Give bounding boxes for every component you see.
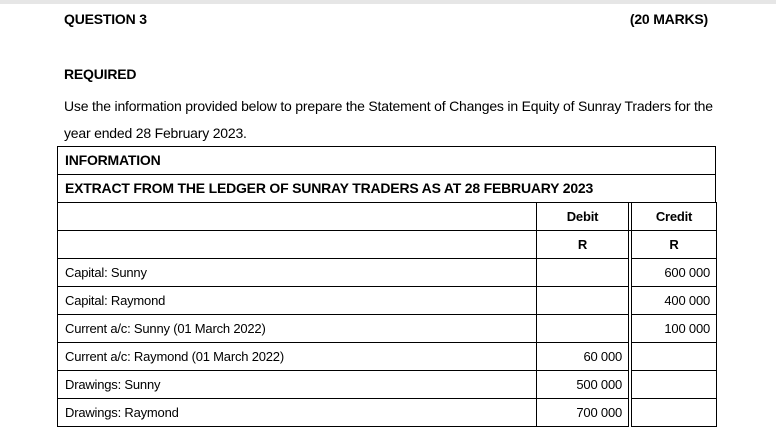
credit-amount — [632, 371, 717, 399]
table-row — [58, 343, 717, 371]
account-unit-cell — [58, 231, 537, 259]
ledger-header-row — [58, 203, 717, 231]
information-box — [57, 146, 716, 203]
question-marks: (20 MARKS) — [629, 11, 708, 27]
debit-unit: R — [537, 231, 629, 259]
required-heading: REQUIRED — [64, 66, 137, 82]
credit-amount: 100 000 — [632, 315, 717, 343]
debit-amount: 500 000 — [537, 371, 629, 399]
credit-amount — [632, 399, 717, 427]
table-row — [58, 259, 717, 287]
credit-amount: 600 000 — [632, 259, 717, 287]
table-row — [58, 399, 717, 427]
account-header-cell — [58, 203, 537, 231]
table-row — [58, 315, 717, 343]
account-name: Capital: Raymond — [58, 287, 537, 315]
debit-amount — [537, 259, 629, 287]
account-name: Capital: Sunny — [58, 259, 537, 287]
account-name: Current a/c: Sunny (01 March 2022) — [58, 315, 537, 343]
credit-amount — [632, 343, 717, 371]
credit-header: Credit — [632, 203, 717, 231]
question-title: QUESTION 3 — [64, 11, 147, 27]
account-name: Drawings: Sunny — [58, 371, 537, 399]
debit-amount: 700 000 — [537, 399, 629, 427]
account-name: Current a/c: Raymond (01 March 2022) — [58, 343, 537, 371]
debit-amount — [537, 315, 629, 343]
page-top-edge — [0, 0, 776, 4]
ledger-extract-heading: EXTRACT FROM THE LEDGER OF SUNRAY TRADERS AS AT 28 FEBRUARY 2023 — [58, 175, 715, 203]
required-instruction: Use the information provided below to prepare the Statement of Changes in Equity of Sunray Traders for the year ended 28 February 2023. — [64, 98, 713, 141]
table-row — [58, 287, 717, 315]
debit-header: Debit — [537, 203, 629, 231]
ledger-unit-row — [58, 231, 717, 259]
debit-amount: 60 000 — [537, 343, 629, 371]
ledger-table — [57, 202, 717, 427]
debit-amount — [537, 287, 629, 315]
credit-unit: R — [632, 231, 717, 259]
table-row — [58, 371, 717, 399]
account-name: Drawings: Raymond — [58, 399, 537, 427]
credit-amount: 400 000 — [632, 287, 717, 315]
information-heading: INFORMATION — [58, 147, 715, 175]
